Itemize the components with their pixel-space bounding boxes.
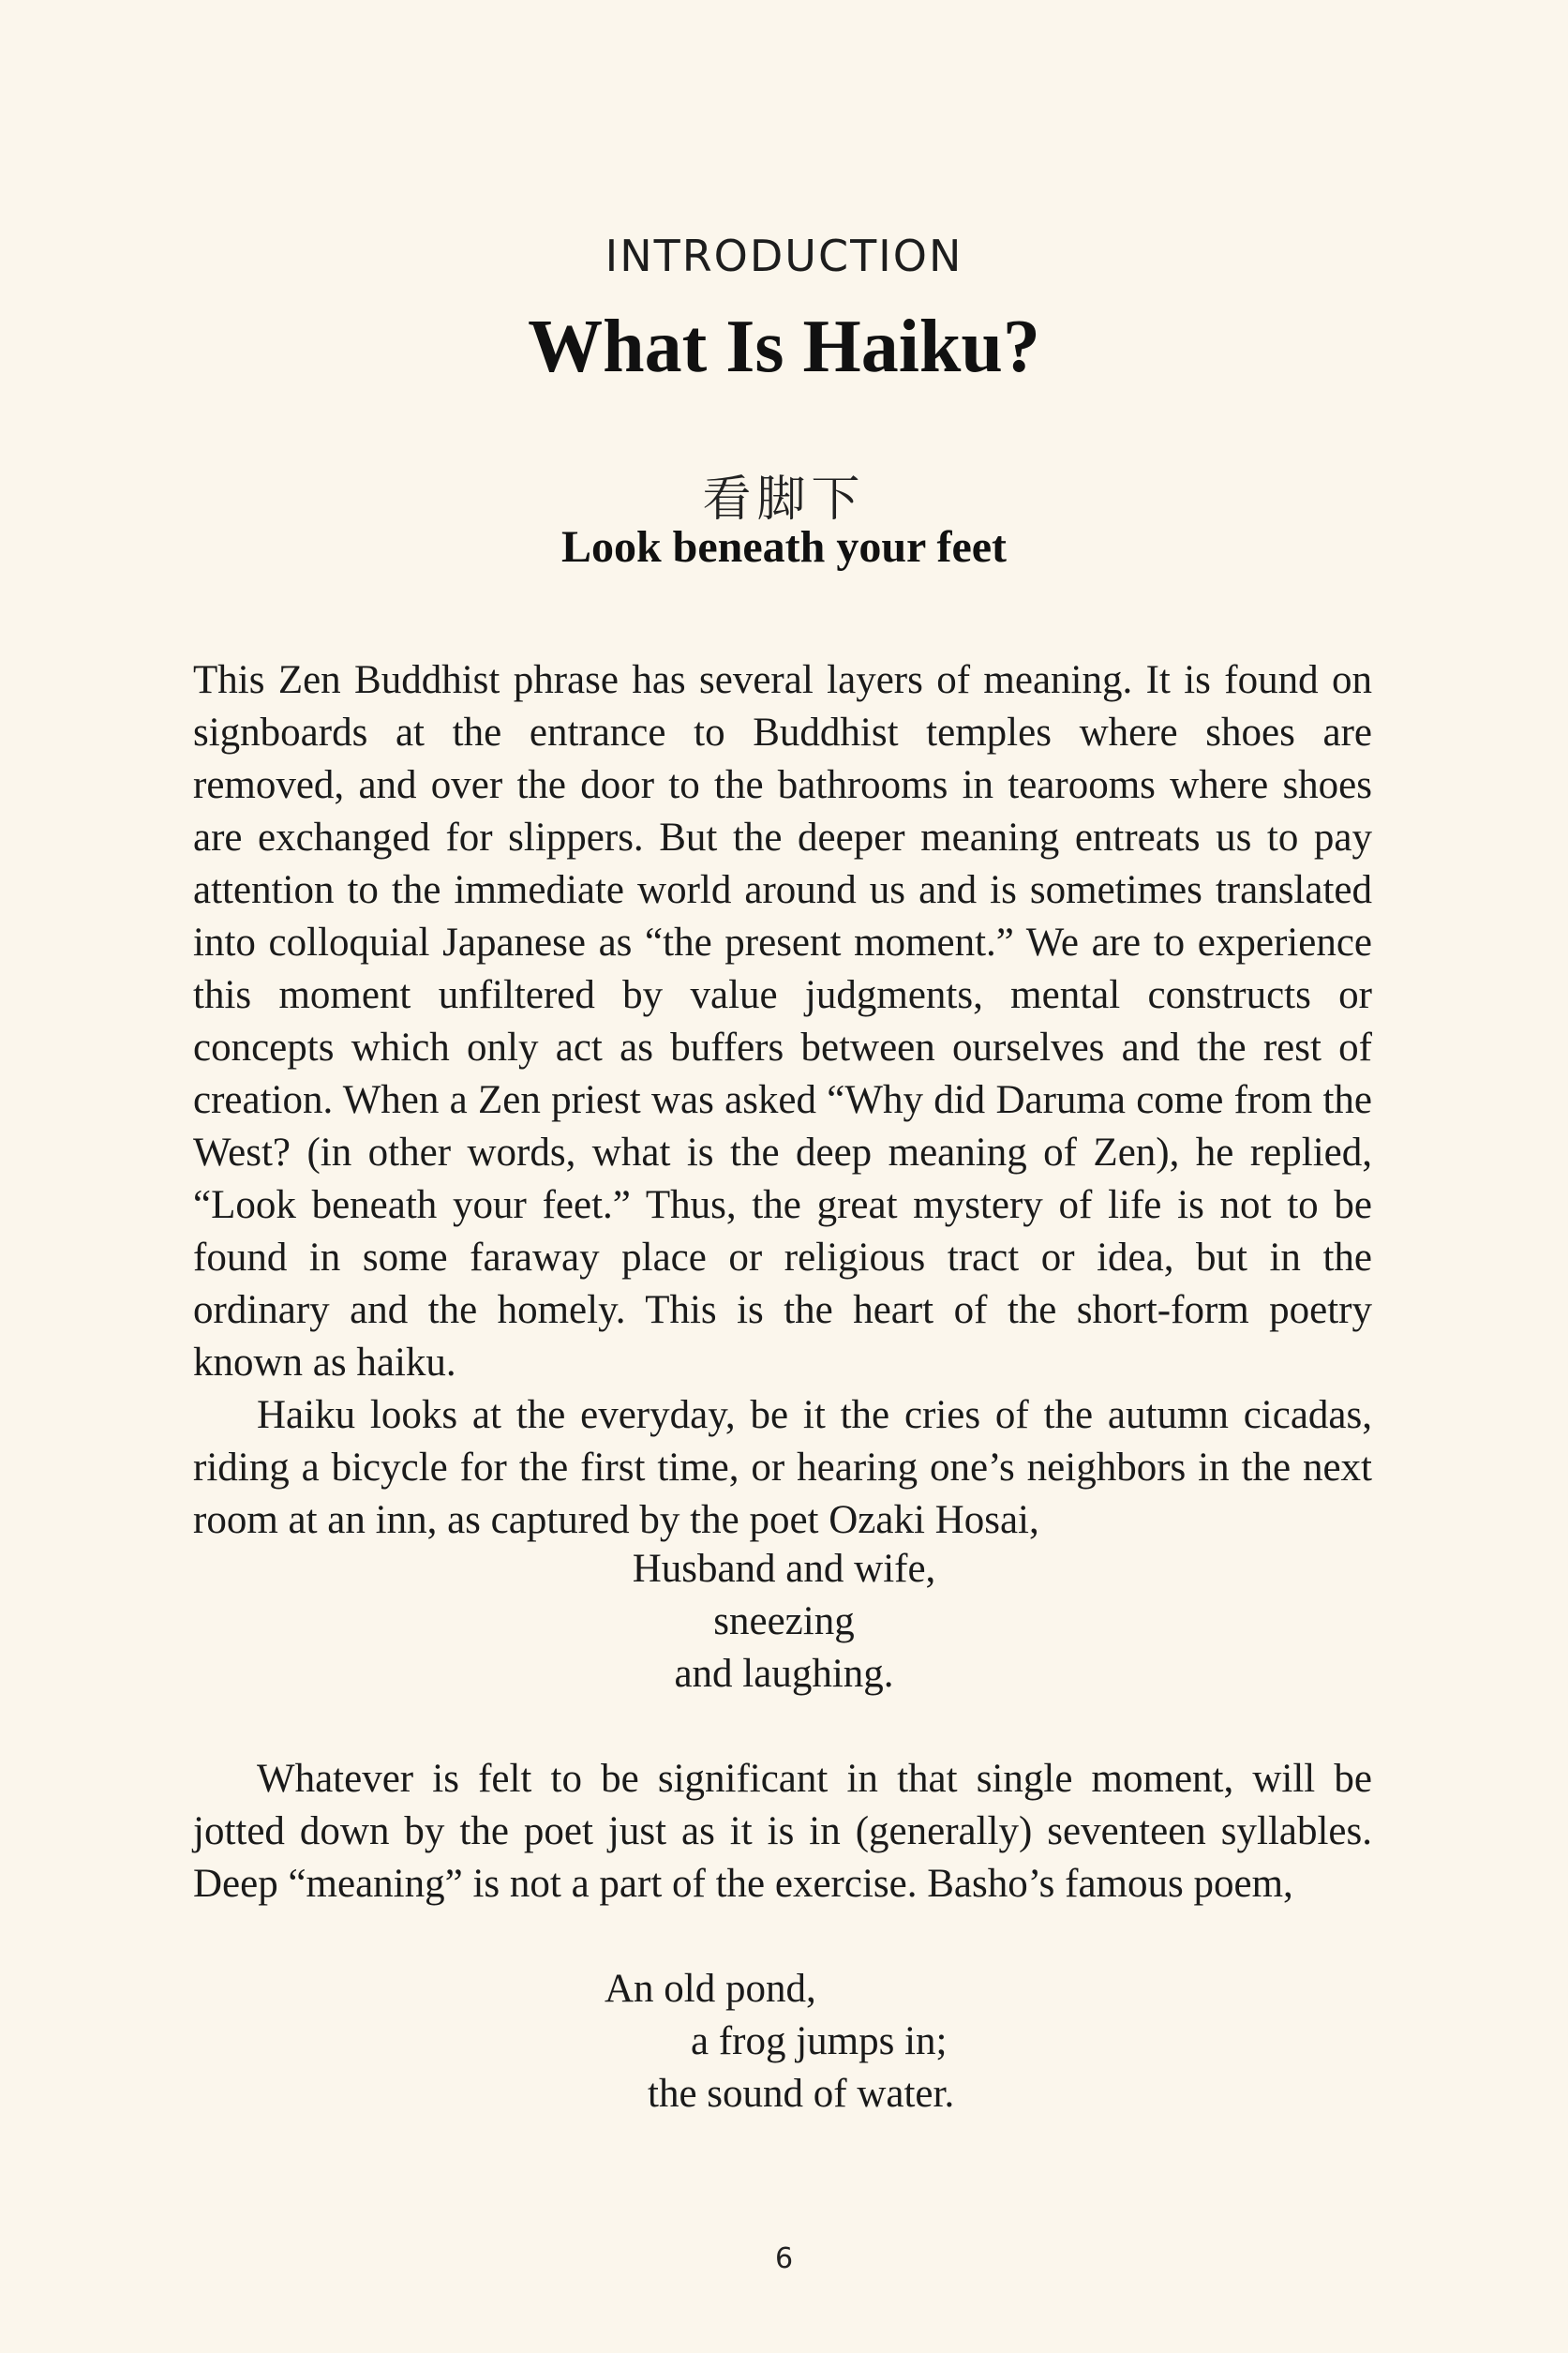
chapter-kicker: INTRODUCTION	[605, 231, 963, 281]
poem-basho	[605, 1963, 1167, 2121]
paragraph-2: Haiku looks at the everyday, be it the cries of the autumn cicadas, riding a bicycle for the first time, or hearing one’s neighbors in the next room at an inn, as captured by the poet Ozaki Hosai,	[193, 1393, 1372, 1542]
poem-basho-line-2: a frog jumps in;	[691, 2019, 948, 2063]
poem-hosai-line-1: Husband and wife,	[632, 1547, 936, 1591]
poem-hosai-line-3: and laughing.	[674, 1652, 894, 1696]
poem-hosai-line-2: sneezing	[713, 1599, 855, 1643]
paragraph-3: Whatever is felt to be significant in that single moment, will be jotted down by the poet just as it is in (generally) seventeen syllables. Deep “meaning” is not a part of the exercise. Basho’s famous poem,	[193, 1757, 1372, 1906]
paragraph-1: This Zen Buddhist phrase has several layers of meaning. It is found on signboards at the entrance to Buddhist temples where shoes are removed, and over the door to the bathrooms in tearooms where shoes are exchanged for slippers. But the deeper meaning entreats us to pay attention to the immediate world around us and is sometimes translated into colloquial Japanese as “the present moment.” We are to experience this moment unfiltered by value judgments, mental constructs or concepts which only act as buffers between ourselves and the rest of creation. When a Zen priest was asked “Why did Daruma come from the West? (in other words, what is the deep meaning of Zen), he replied, “Look beneath your feet.” Thus, the great mystery of life is not to be found in some faraway place or religious tract or idea, but in the ordinary and the homely. This is the heart of the short-form poetry known as haiku.	[193, 658, 1372, 1385]
body-text-block-2	[193, 1753, 1372, 1911]
kanji-phrase: 看脚下	[702, 472, 866, 528]
phrase-translation: Look beneath your feet	[560, 522, 1008, 572]
chapter-title: What Is Haiku?	[528, 306, 1040, 388]
page-number: 6	[774, 2242, 794, 2275]
poem-basho-line-3: the sound of water.	[648, 2072, 955, 2116]
poem-hosai	[0, 1543, 1568, 1701]
body-text-block-1	[193, 654, 1372, 1547]
poem-basho-line-1: An old pond,	[605, 1967, 816, 2011]
